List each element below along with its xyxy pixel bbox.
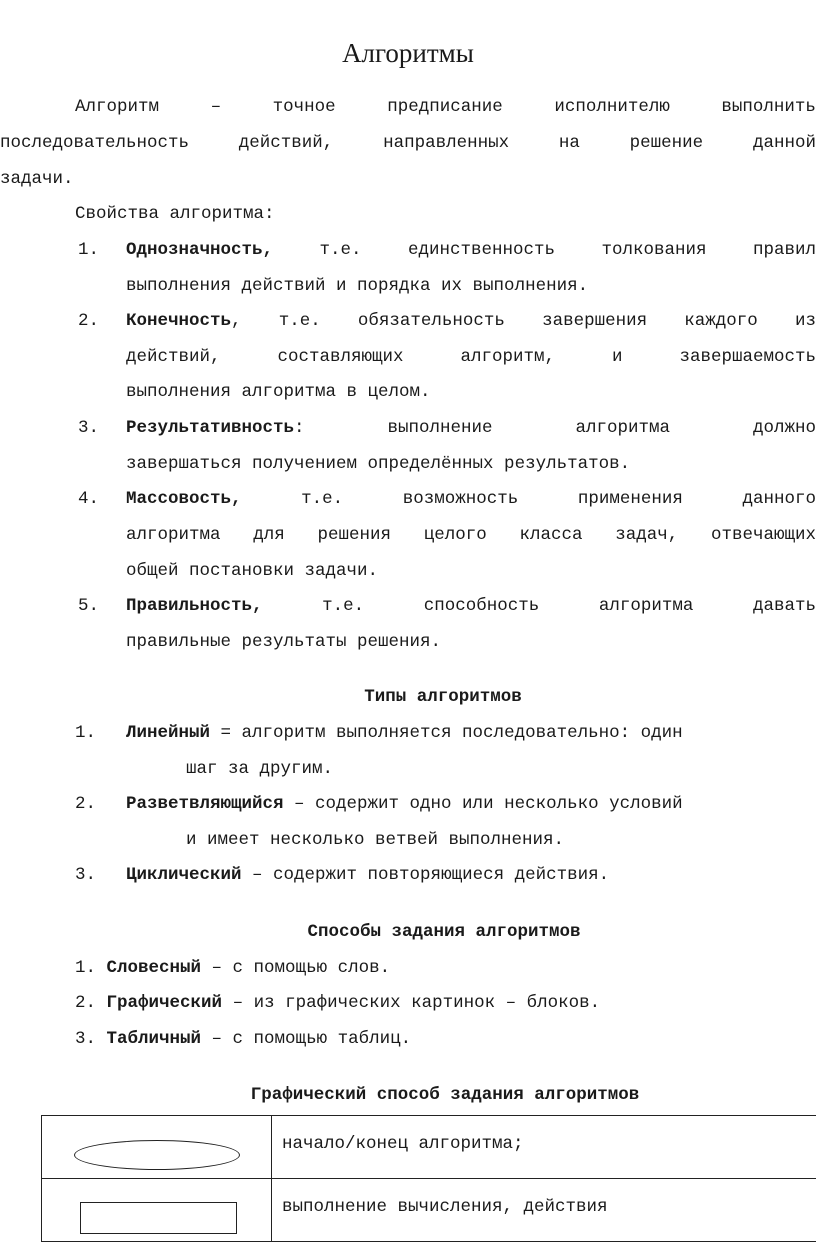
property-5-line-1: Правильность, т.е. способность алгоритма давать [126, 596, 816, 616]
property-1-number: 1. [78, 240, 100, 260]
flowchart-symbols-table [41, 1115, 816, 1242]
graphic-heading: Графический способ задания алгоритмов [250, 1085, 640, 1105]
properties-heading: Свойства алгоритма: [75, 204, 275, 224]
method-2: 2. Графический – из графических картинок – блоков. [75, 993, 601, 1013]
type-2-number: 2. [75, 794, 97, 814]
property-5-line-2: правильные результаты решения. [126, 632, 442, 652]
terminator-oval-icon [74, 1140, 240, 1170]
property-4-line-3: общей постановки задачи. [126, 561, 379, 581]
definition-line-2: последовательность действий, направленных на решение данной [0, 133, 816, 153]
property-2-line-2: действий, составляющих алгоритм, и завершаемость [126, 347, 816, 367]
property-2-number: 2. [78, 311, 100, 331]
property-2-line-3: выполнения алгоритма в целом. [126, 382, 431, 402]
shape-cell [42, 1116, 272, 1179]
property-4-line-2: алгоритма для решения целого класса задач, отвечающих [126, 525, 816, 545]
property-4-number: 4. [78, 489, 100, 509]
property-1-line-1: Однозначность, т.е. единственность толкования правил [126, 240, 816, 260]
property-3-line-1: Результативность: выполнение алгоритма должно [126, 418, 816, 438]
method-3: 3. Табличный – с помощью таблиц. [75, 1029, 412, 1049]
table-row [42, 1116, 816, 1179]
definition-line-1: Алгоритм – точное предписание исполнителю выполнить [75, 97, 816, 117]
type-2-line-2: и имеет несколько ветвей выполнения. [186, 830, 565, 850]
page-title: Алгоритмы [342, 38, 474, 68]
property-3-line-2: завершаться получением определённых результатов. [126, 454, 631, 474]
types-heading: Типы алгоритмов [364, 687, 522, 707]
type-3-number: 3. [75, 865, 97, 885]
property-5-number: 5. [78, 596, 100, 616]
methods-heading: Способы задания алгоритмов [307, 922, 581, 942]
property-4-line-1: Массовость, т.е. возможность применения данного [126, 489, 816, 509]
type-1-number: 1. [75, 723, 97, 743]
property-3-number: 3. [78, 418, 100, 438]
definition-line-3: задачи. [0, 169, 74, 189]
type-1-line-2: шаг за другим. [186, 759, 334, 779]
shape-cell [42, 1179, 272, 1242]
symbol-description: начало/конец алгоритма; [272, 1116, 816, 1179]
symbol-description: выполнение вычисления, действия [272, 1179, 816, 1242]
property-1-line-2: выполнения действий и порядка их выполнения. [126, 276, 589, 296]
type-2-line-1: Разветвляющийся – содержит одно или несколько условий [126, 794, 683, 814]
table-row [42, 1179, 816, 1242]
process-rectangle-icon [80, 1202, 237, 1234]
method-1: 1. Словесный – с помощью слов. [75, 958, 391, 978]
type-1-line-1: Линейный = алгоритм выполняется последовательно: один [126, 723, 683, 743]
type-3-line-1: Циклический – содержит повторяющиеся действия. [126, 865, 610, 885]
property-2-line-1: Конечность, т.е. обязательность завершения каждого из [126, 311, 816, 331]
